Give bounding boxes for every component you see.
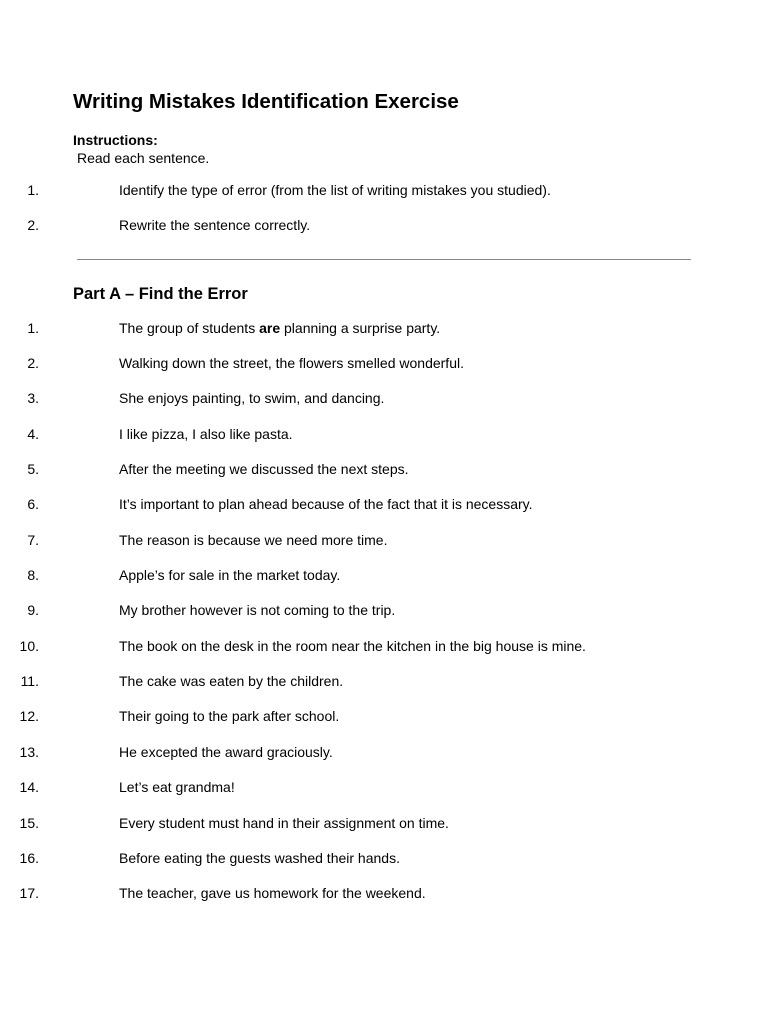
item-text: Walking down the street, the flowers smelled wonderful. (119, 355, 464, 371)
item-number: 10. (19, 638, 39, 654)
item-number: 17. (19, 885, 39, 901)
item-number: 6. (27, 496, 39, 512)
document-title: Writing Mistakes Identification Exercise (73, 90, 459, 113)
item-text: The book on the desk in the room near the kitchen in the big house is mine. (119, 638, 586, 654)
item-number: 13. (19, 744, 39, 760)
exercise-item (0, 848, 700, 868)
item-text: After the meeting we discussed the next steps. (119, 461, 409, 477)
instruction-step (0, 215, 700, 235)
exercise-item (0, 777, 700, 797)
exercise-item (0, 353, 700, 373)
step-text: Identify the type of error (from the list of writing mistakes you studied). (119, 182, 551, 198)
item-text: The cake was eaten by the children. (119, 673, 344, 689)
exercise-item (0, 883, 700, 903)
step-number: 1. (27, 182, 39, 198)
item-text: It’s important to plan ahead because of the fact that it is necessary. (119, 496, 533, 512)
item-number: 7. (27, 532, 39, 548)
item-number: 4. (27, 426, 39, 442)
item-number: 1. (27, 320, 39, 336)
item-text: Apple’s for sale in the market today. (119, 567, 341, 583)
exercise-item (0, 424, 700, 444)
exercise-item (0, 742, 700, 762)
item-text: Let’s eat grandma! (119, 779, 235, 795)
exercise-item (0, 706, 700, 726)
item-text-before: The group of students (119, 320, 260, 336)
item-text: I like pizza, I also like pasta. (119, 426, 293, 442)
exercise-item (0, 565, 700, 585)
exercise-item (0, 388, 700, 408)
item-text: The teacher, gave us homework for the weekend. (119, 885, 426, 901)
instruction-step (0, 180, 700, 200)
step-text: Rewrite the sentence correctly. (119, 217, 311, 233)
item-number: 5. (27, 461, 39, 477)
exercise-item (0, 813, 700, 833)
item-text: Their going to the park after school. (119, 708, 340, 724)
item-text: My brother however is not coming to the trip. (119, 602, 396, 618)
exercise-item (0, 459, 700, 479)
item-text (119, 318, 440, 338)
exercise-item (0, 636, 700, 656)
item-number: 12. (19, 708, 39, 724)
item-number: 9. (27, 602, 39, 618)
item-text: The reason is because we need more time. (119, 532, 388, 548)
item-text: He excepted the award graciously. (119, 744, 333, 760)
item-text-bold-word: are (259, 320, 281, 336)
item-text: Every student must hand in their assignment on time. (119, 815, 449, 831)
exercise-item (0, 494, 700, 514)
item-number: 16. (19, 850, 39, 866)
exercise-item (0, 318, 700, 338)
exercise-item (0, 600, 700, 620)
item-number: 15. (19, 815, 39, 831)
item-number: 8. (27, 567, 39, 583)
exercise-item (0, 530, 700, 550)
item-number: 2. (27, 355, 39, 371)
instructions-heading: Instructions: (73, 132, 158, 148)
item-text: Before eating the guests washed their hands. (119, 850, 400, 866)
item-number: 11. (20, 673, 39, 689)
item-text-after: planning a surprise party. (280, 320, 441, 336)
item-number: 14. (19, 779, 39, 795)
instructions-intro: Read each sentence. (77, 150, 210, 166)
step-number: 2. (27, 217, 39, 233)
part-a-heading: Part A – Find the Error (73, 285, 248, 303)
exercise-item (0, 671, 700, 691)
section-divider (77, 259, 691, 260)
item-number: 3. (27, 390, 39, 406)
item-text: She enjoys painting, to swim, and dancing. (119, 390, 385, 406)
